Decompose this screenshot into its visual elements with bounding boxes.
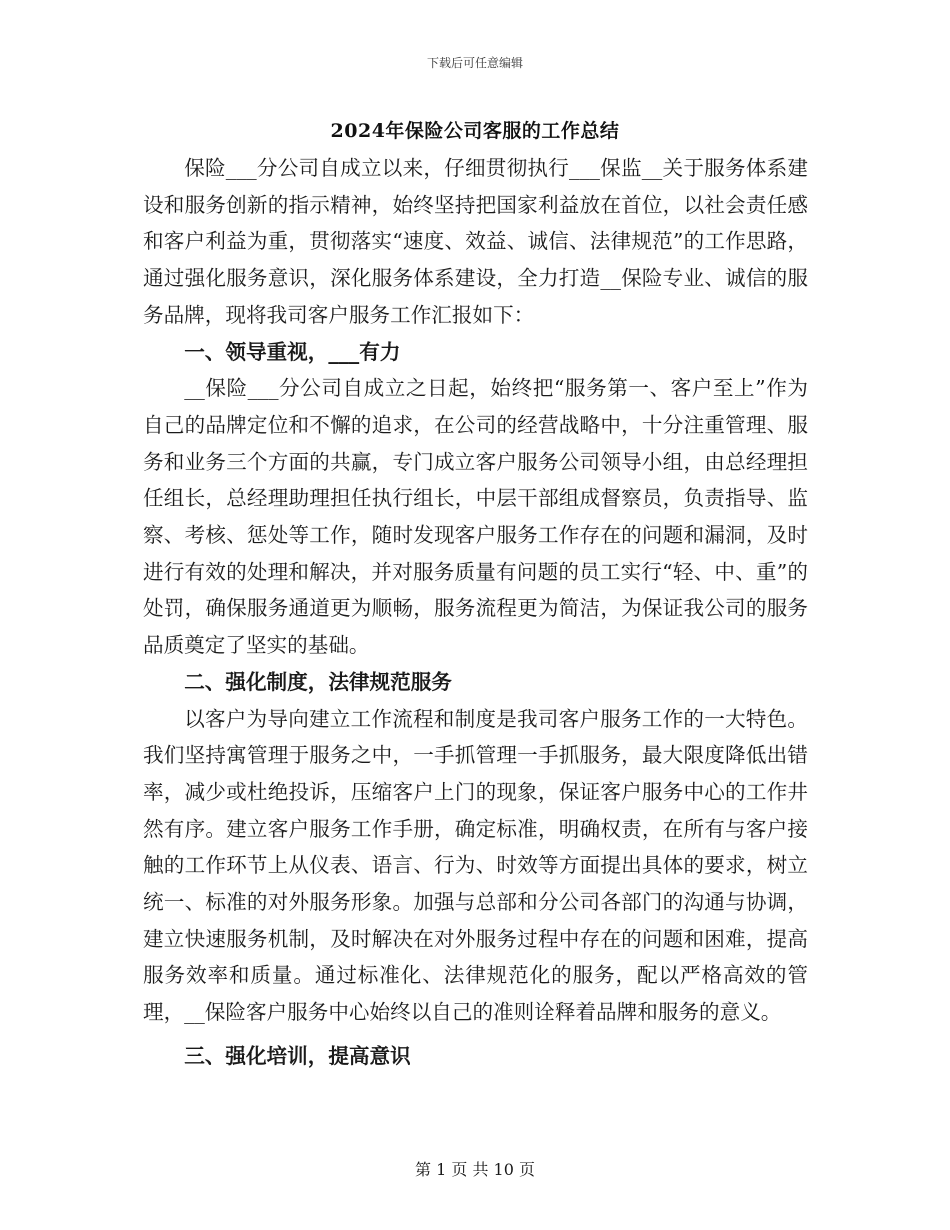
section-heading-2: 二、强化制度，法律规范服务 (184, 669, 452, 694)
intro-paragraph: 保险___分公司自成立以来，仔细贯彻执行___保监__关于服务体系建设和服务创新的指示精神，始终坚持把国家利益放在首位，以社会责任感和客户利益为重，贯彻落实“速度、效益、诚信、法律规范”的工作思路，通过强化服务意识，深化服务体系建设，全力打造__保险专业、诚信的服务品牌，现将我司客户服务工作汇报如下： (143, 156, 808, 327)
section-paragraph-1: __保险___分公司自成立之日起，始终把“服务第一、客户至上”作为自己的品牌定位和不懈的追求，在公司的经营战略中，十分注重管理、服务和业务三个方面的共赢，专门成立客户服务公司领导小组，由总经理担任组长，总经理助理担任执行组长，中层干部组成督察员，负责指导、监察、考核、惩处等工作，随时发现客户服务工作存在的问题和漏洞，及时进行有效的处理和解决，并对服务质量有问题的员工实行“轻、中、重”的处罚，确保服务通道更为顺畅，服务流程更为简洁，为保证我公司的服务品质奠定了坚实的基础。 (143, 376, 808, 658)
document-body (143, 150, 808, 1075)
section-paragraph-2: 以客户为导向建立工作流程和制度是我司客户服务工作的一大特色。我们坚持寓管理于服务之中，一手抓管理一手抓服务，最大限度降低出错率，减少或杜绝投诉，压缩客户上门的现象，保证客户服务中心的工作井然有序。建立客户服务工作手册，确定标准，明确权责，在所有与客户接触的工作环节上从仪表、语言、行为、时效等方面提出具体的要求，树立统一、标准的对外服务形象。加强与总部和分公司各部门的沟通与协调，建立快速服务机制，及时解决在对外服务过程中存在的问题和困难，提高服务效率和质量。通过标准化、法律规范化的服务，配以严格高效的管理，__保险客户服务中心始终以自己的准则诠释着品牌和服务的意义。 (143, 706, 808, 1025)
page-footer: 第 1 页 共 10 页 (415, 1160, 535, 1179)
section-heading-3: 三、强化培训，提高意识 (184, 1043, 411, 1068)
section-heading-1: 一、领导重视，___有力 (184, 339, 401, 364)
document-title: 2024年保险公司客服的工作总结 (330, 120, 620, 142)
page-header-note: 下载后可任意编辑 (426, 56, 523, 70)
